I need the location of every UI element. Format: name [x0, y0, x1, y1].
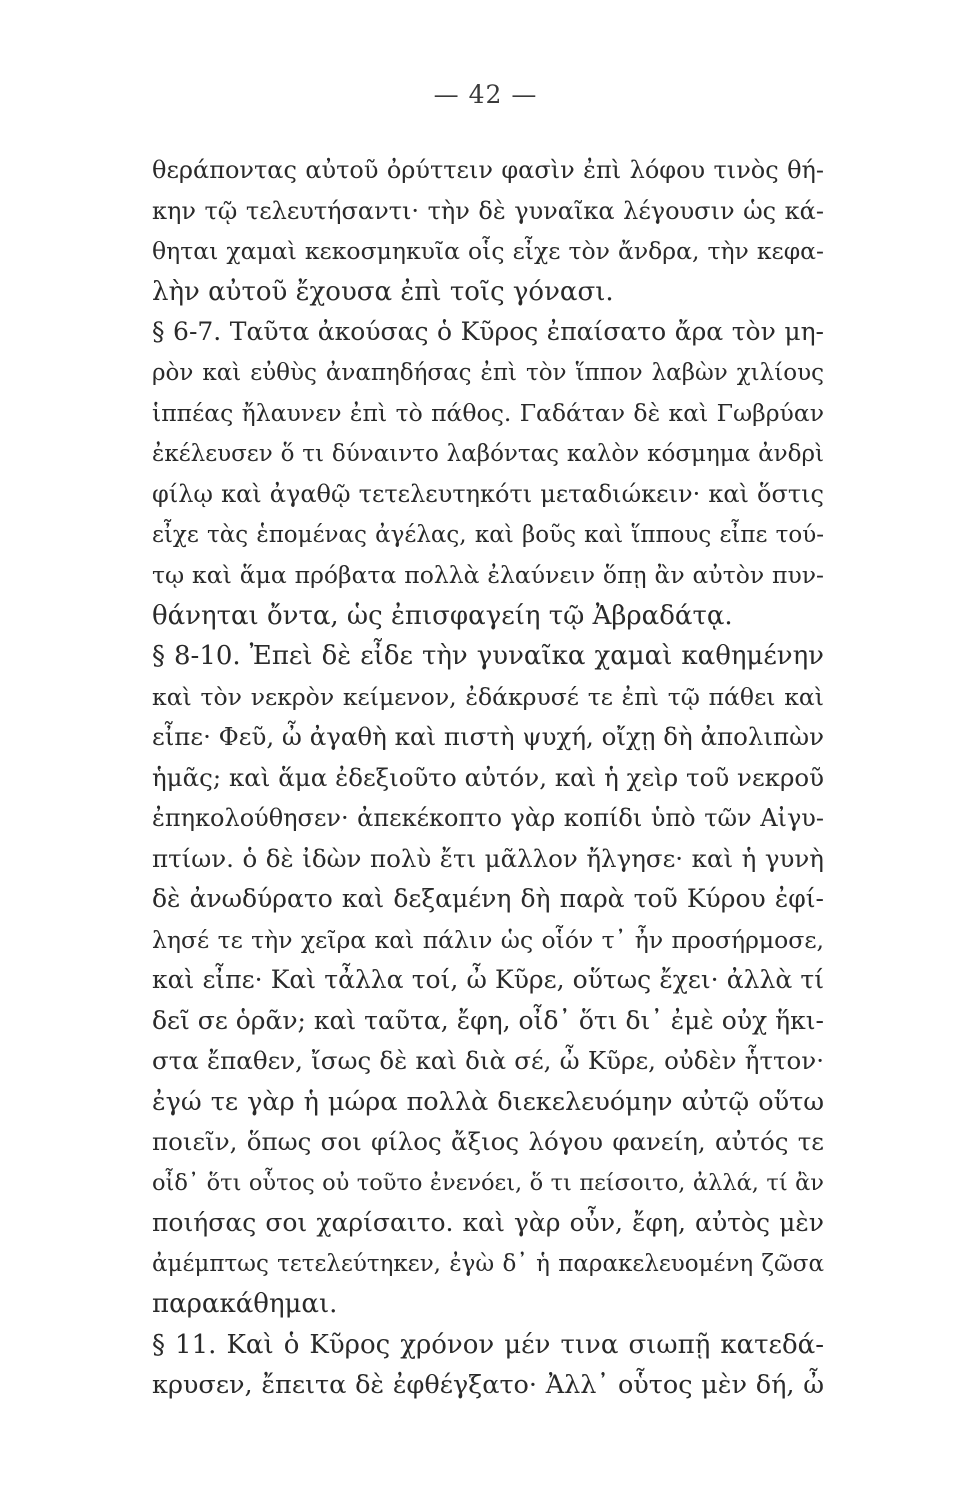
- text-line: παρακάθημαι.: [152, 1289, 338, 1319]
- text-line: ποιεῖν, ὅπως σοι φίλος ἄξιος λόγου φανείη, αὐτός τε: [152, 1127, 824, 1156]
- text-line: φίλῳ καὶ ἀγαθῷ τετελευτηκότι μεταδιώκειν· καὶ ὅστις: [152, 480, 824, 508]
- text-line: ἐγώ τε γὰρ ἡ μώρα πολλὰ διεκελευόμην αὐτῷ οὕτω: [152, 1086, 824, 1117]
- text-line: θεράποντας αὐτοῦ ὀρύττειν φασὶν ἐπὶ λόφου τινὸς θή-: [152, 156, 824, 184]
- text-line: θάνηται ὄντα, ὡς ἐπισφαγείη τῷ Ἀβραδάτᾳ.: [152, 600, 733, 631]
- page-number: — 42 —: [433, 80, 538, 109]
- text-line: ἐπηκολούθησεν· ἀπεκέκοπτο γὰρ κοπίδι ὑπὸ τῶν Αἰγυ-: [152, 804, 824, 832]
- text-line: κην τῷ τελευτήσαντι· τὴν δὲ γυναῖκα λέγουσιν ὡς κά-: [152, 196, 824, 225]
- body-text: [152, 150, 824, 1406]
- text-line: λὴν αὐτοῦ ἔχουσα ἐπὶ τοῖς γόνασι.: [152, 276, 614, 307]
- text-line: § 6-7. Ταῦτα ἀκούσας ὁ Κῦρος ἐπαίσατο ἄρα τὸν μη-: [152, 317, 824, 346]
- text-line: § 11. Καὶ ὁ Κῦρος χρόνον μέν τινα σιωπῇ κατεδά-: [152, 1329, 824, 1360]
- text-line: καὶ εἶπε· Καὶ τἆλλα τοί, ὦ Κῦρε, οὕτως ἔχει· ἀλλὰ τί: [152, 965, 824, 994]
- text-line: εἶχε τὰς ἑπομένας ἀγέλας, καὶ βοῦς καὶ ἵππους εἶπε τού-: [152, 521, 824, 548]
- text-line: ἐκέλευσεν ὅ τι δύναιντο λαβόντας καλὸν κόσμημα ἀνδρὶ: [152, 440, 824, 467]
- text-line: θηται χαμαὶ κεκοσμηκυῖα οἷς εἶχε τὸν ἄνδρα, τὴν κεφα-: [152, 237, 824, 265]
- text-line: στα ἔπαθεν, ἴσως δὲ καὶ διὰ σέ, ὦ Κῦρε, οὐδὲν ἧττον·: [152, 1046, 824, 1075]
- text-line: κρυσεν, ἔπειτα δὲ ἐφθέγξατο· Ἀλλ᾽ οὗτος μὲν δή, ὦ: [152, 1370, 824, 1400]
- text-line: εἶπε· Φεῦ, ὦ ἀγαθὴ καὶ πιστὴ ψυχή, οἴχῃ δὴ ἀπολιπὼν: [152, 722, 824, 751]
- text-line: ἀμέμπτως τετελεύτηκεν, ἐγὼ δ᾽ ἡ παρακελευομένη ζῶσα: [152, 1250, 824, 1277]
- text-line: καὶ τὸν νεκρὸν κείμενον, ἐδάκρυσέ τε ἐπὶ τῷ πάθει καὶ: [152, 682, 824, 711]
- text-line: δὲ ἀνωδύρατο καὶ δεξαμένη δὴ παρὰ τοῦ Κύρου ἐφί-: [152, 884, 824, 913]
- text-line: πτίων. ὁ δὲ ἰδὼν πολὺ ἔτι μᾶλλον ἤλγησε· καὶ ἡ γυνὴ: [152, 843, 824, 873]
- text-line: τῳ καὶ ἅμα πρόβατα πολλὰ ἐλαύνειν ὅπῃ ἂν αὐτὸν πυν-: [152, 561, 824, 589]
- text-line: ἱππέας ἤλαυνεν ἐπὶ τὸ πάθος. Γαδάταν δὲ καὶ Γωβρύαν: [152, 399, 824, 427]
- text-line: § 8-10. Ἐπεὶ δὲ εἶδε τὴν γυναῖκα χαμαὶ καθημένην: [152, 641, 824, 671]
- text-line: ρὸν καὶ εὐθὺς ἀναπηδήσας ἐπὶ τὸν ἵππον λαβὼν χιλίους: [152, 359, 824, 386]
- text-line: δεῖ σε ὁρᾶν; καὶ ταῦτα, ἔφη, οἶδ᾽ ὅτι δι᾽ ἐμὲ οὐχ ἥκι-: [152, 1005, 824, 1035]
- text-line: ἡμᾶς; καὶ ἅμα ἐδεξιοῦτο αὐτόν, καὶ ἡ χεὶρ τοῦ νεκροῦ: [152, 762, 824, 792]
- text-line: ποιήσας σοι χαρίσαιτο. καὶ γὰρ οὖν, ἔφη, αὐτὸς μὲν: [152, 1208, 824, 1237]
- text-line: λησέ τε τὴν χεῖρα καὶ πάλιν ὡς οἷόν τ᾽ ἦν προσήρμοσε,: [152, 925, 824, 954]
- text-line: οἶδ᾽ ὅτι οὗτος οὐ τοῦτο ἐνενόει, ὅ τι πείσοιτο, ἀλλά, τί ἂν: [152, 1169, 824, 1196]
